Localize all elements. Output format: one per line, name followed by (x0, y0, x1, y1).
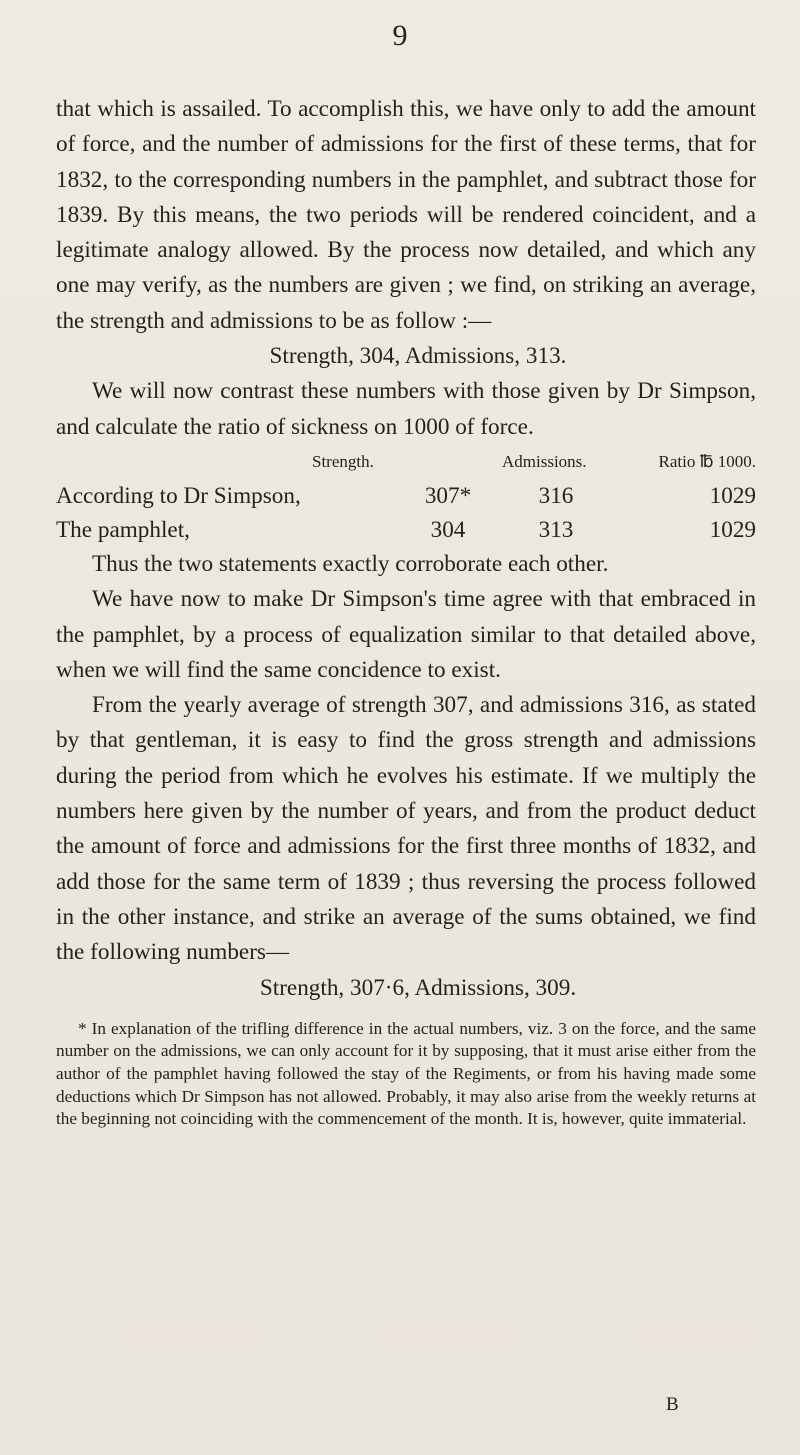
table-row (56, 513, 756, 547)
paragraph-equalization: We have now to make Dr Simpson's time agree with that embraced in the pamphlet, by a process of equalization similar to that detailed above, when we will find the same concidence to exist. (56, 586, 756, 683)
page-number: 9 (392, 19, 408, 52)
table-row-ratio: 1029 (709, 482, 756, 509)
paragraph-corroborate: Thus the two statements exactly corroborate each other. (92, 550, 609, 577)
table-row-label: According to Dr Simpson, (56, 482, 301, 509)
page-body (56, 92, 756, 1131)
signature-mark: B (666, 1394, 679, 1415)
paragraph-continuation: that which is assailed. To accomplish this, we have only to add the amount of force, and the number of admissions for the first of these terms, that for 1832, to the corresponding numbers in the pamphlet, and subtract those for 1839. By this means, the two periods will be rendered coincident, and a legitimate analogy allowed. By the process now detailed, and which any one may verify, as the numbers are given ; we find, on striking an average, the strength and admissions to be as follow :— (56, 96, 756, 334)
table-row-ratio: 1029 (709, 516, 756, 543)
sickness-ratio-table (56, 445, 756, 547)
table-header-admissions: Admissions. (502, 451, 587, 471)
table-row-strength: 307* (424, 482, 472, 509)
table-row-admissions: 313 (538, 516, 574, 543)
table-row (56, 479, 756, 513)
paragraph-yearly-average: From the yearly average of strength 307, and admissions 316, as stated by that gentleman, it is easy to find the gross strength and admissions during the period from which he evolves his estimate. If we multiply the numbers here given by the number of years, and from the product deduct the amount of force and admissions for the first three months of 1832, and add those for the same term of 1839 ; thus reversing the process followed in the other instance, and strike an average of the sums obtained, we find the following numbers— (56, 692, 756, 966)
table-header-row (56, 445, 756, 479)
table-header-strength: Strength. (312, 451, 374, 471)
table-row-admissions: 316 (538, 482, 574, 509)
paragraph-contrast: We will now contrast these numbers with those given by Dr Simpson, and calculate the ratio of sickness on 1000 of force. (56, 378, 756, 440)
final-strength-line: Strength, 307·6, Admissions, 309. (259, 974, 577, 1001)
average-strength-line: Strength, 304, Admissions, 313. (269, 343, 567, 370)
table-row-label: The pamphlet, (56, 516, 190, 543)
table-header-spacer (56, 445, 312, 479)
table-header-ratio: Ratio ℔ 1000. (658, 451, 756, 471)
table-row-strength: 304 (430, 516, 466, 543)
footnote: * In explanation of the trifling difference in the actual numbers, viz. 3 on the force, and the same number on the admissions, we can only account for it by supposing, that it must arise either from the author of the pamphlet having followed the stay of the Regiments, or from his having made some deductions which Dr Simpson has not allowed. Probably, it may also arise from the weekly returns at the beginning not coinciding with the commencement of the month. It is, however, quite immaterial. (56, 1018, 756, 1129)
